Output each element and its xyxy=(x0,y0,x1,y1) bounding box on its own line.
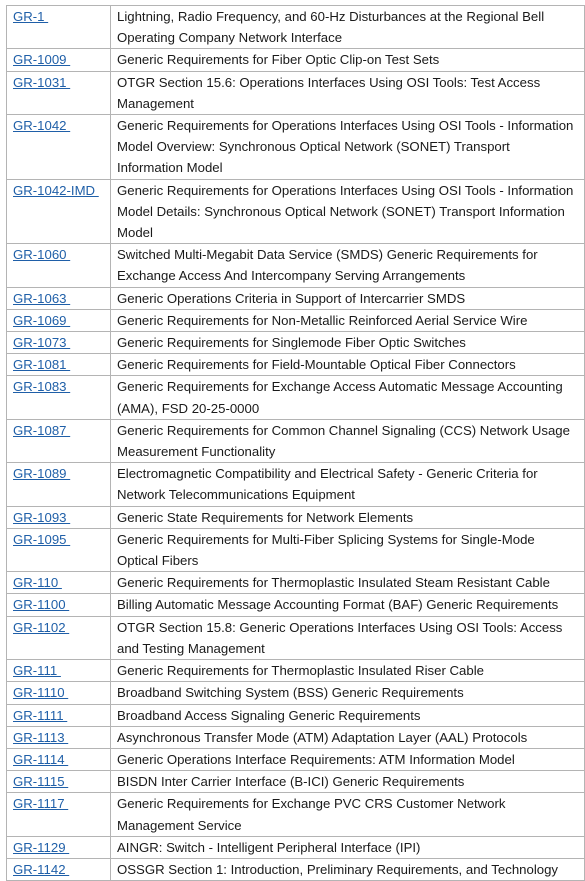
table-row xyxy=(7,726,585,748)
document-title-cell: Generic Requirements for Thermoplastic Insulated Steam Resistant Cable xyxy=(111,572,585,594)
document-title-cell: Generic Requirements for Singlemode Fiber Optic Switches xyxy=(111,332,585,354)
document-code-link[interactable]: GR-1081 xyxy=(13,357,71,373)
document-title-cell: OTGR Section 15.6: Operations Interfaces Using OSI Tools: Test Access Management xyxy=(111,71,585,114)
document-code-cell xyxy=(7,660,111,682)
document-title-cell: Generic State Requirements for Network Elements xyxy=(111,506,585,528)
document-title-cell: Generic Requirements for Thermoplastic Insulated Riser Cable xyxy=(111,660,585,682)
document-title-cell: Generic Requirements for Non-Metallic Reinforced Aerial Service Wire xyxy=(111,309,585,331)
document-code-cell xyxy=(7,376,111,419)
gr-document-table xyxy=(6,5,585,881)
table-row xyxy=(7,836,585,858)
table-row xyxy=(7,287,585,309)
document-title-cell: Electromagnetic Compatibility and Electrical Safety - Generic Criteria for Network Telecommunications Equipment xyxy=(111,463,585,506)
table-row xyxy=(7,682,585,704)
document-code-link[interactable]: GR-1093 xyxy=(13,509,71,525)
document-code-link[interactable]: GR-1060 xyxy=(13,247,71,263)
document-code-cell xyxy=(7,836,111,858)
document-title-cell: Generic Requirements for Operations Interfaces Using OSI Tools - Information Model Details: Synchronous Optical Network (SONET) Transport Information Model xyxy=(111,179,585,244)
document-code-cell xyxy=(7,594,111,616)
document-title-cell: Generic Requirements for Exchange PVC CRS Customer Network Management Service xyxy=(111,793,585,836)
document-title-cell: Generic Requirements for Exchange Access Automatic Message Accounting (AMA), FSD 20-25-0000 xyxy=(111,376,585,419)
table-row xyxy=(7,660,585,682)
document-code-cell xyxy=(7,704,111,726)
document-title-cell: Asynchronous Transfer Mode (ATM) Adaptation Layer (AAL) Protocols xyxy=(111,726,585,748)
table-row xyxy=(7,506,585,528)
document-title-cell: Generic Requirements for Fiber Optic Clip-on Test Sets xyxy=(111,49,585,71)
table-row xyxy=(7,376,585,419)
table-row xyxy=(7,748,585,770)
document-code-cell xyxy=(7,244,111,287)
table-row xyxy=(7,332,585,354)
document-code-link[interactable]: GR-1142 xyxy=(13,861,70,877)
document-title-cell: Generic Requirements for Operations Interfaces Using OSI Tools - Information Model Overview: Synchronous Optical Network (SONET) Transport Information Model xyxy=(111,115,585,180)
document-code-cell xyxy=(7,726,111,748)
gr-table-body xyxy=(7,6,585,881)
document-code-link[interactable]: GR-1087 xyxy=(13,422,71,438)
document-title-cell: Switched Multi-Megabit Data Service (SMDS) Generic Requirements for Exchange Access And Intercompany Serving Arrangements xyxy=(111,244,585,287)
table-row xyxy=(7,858,585,880)
document-title-cell: BISDN Inter Carrier Interface (B-ICI) Generic Requirements xyxy=(111,771,585,793)
table-row xyxy=(7,179,585,244)
document-title-cell: Lightning, Radio Frequency, and 60-Hz Disturbances at the Regional Bell Operating Company Network Interface xyxy=(111,6,585,49)
document-code-cell xyxy=(7,616,111,659)
document-code-cell xyxy=(7,71,111,114)
document-code-link[interactable]: GR-1031 xyxy=(13,74,71,90)
document-code-link[interactable]: GR-1042-IMD xyxy=(13,182,99,198)
document-code-cell xyxy=(7,793,111,836)
table-row xyxy=(7,594,585,616)
table-row xyxy=(7,704,585,726)
document-code-link[interactable]: GR-1073 xyxy=(13,335,71,351)
document-code-cell xyxy=(7,506,111,528)
table-row xyxy=(7,572,585,594)
table-row xyxy=(7,6,585,49)
document-code-cell xyxy=(7,419,111,462)
document-title-cell: AINGR: Switch - Intelligent Peripheral Interface (IPI) xyxy=(111,836,585,858)
document-code-cell xyxy=(7,682,111,704)
document-code-cell xyxy=(7,858,111,880)
document-code-cell xyxy=(7,49,111,71)
document-title-cell: Broadband Switching System (BSS) Generic Requirements xyxy=(111,682,585,704)
document-code-link[interactable]: GR-1042 xyxy=(13,118,71,134)
table-row xyxy=(7,71,585,114)
document-code-link[interactable]: GR-1129 xyxy=(13,839,70,855)
document-title-cell: OTGR Section 15.8: Generic Operations Interfaces Using OSI Tools: Access and Testing Management xyxy=(111,616,585,659)
document-code-cell xyxy=(7,6,111,49)
document-code-cell xyxy=(7,748,111,770)
document-title-cell: Generic Requirements for Multi-Fiber Splicing Systems for Single-Mode Optical Fibers xyxy=(111,528,585,571)
document-title-cell: Generic Requirements for Common Channel Signaling (CCS) Network Usage Measurement Functionality xyxy=(111,419,585,462)
document-title-cell: OSSGR Section 1: Introduction, Preliminary Requirements, and Technology xyxy=(111,858,585,880)
document-code-cell xyxy=(7,287,111,309)
document-code-link[interactable]: GR-1117 xyxy=(13,796,69,812)
table-row xyxy=(7,309,585,331)
table-row xyxy=(7,419,585,462)
table-row xyxy=(7,244,585,287)
document-code-link[interactable]: GR-1102 xyxy=(13,619,70,635)
document-code-link[interactable]: GR-1111 xyxy=(13,707,68,723)
document-title-cell: Generic Operations Criteria in Support of Intercarrier SMDS xyxy=(111,287,585,309)
document-code-cell xyxy=(7,354,111,376)
document-code-cell xyxy=(7,332,111,354)
document-code-cell xyxy=(7,179,111,244)
document-code-link[interactable]: GR-1114 xyxy=(13,751,69,767)
document-code-link[interactable]: GR-1110 xyxy=(13,685,69,701)
table-row xyxy=(7,793,585,836)
document-code-link[interactable]: GR-1069 xyxy=(13,312,71,328)
table-row xyxy=(7,771,585,793)
table-row xyxy=(7,354,585,376)
table-row xyxy=(7,463,585,506)
document-code-link[interactable]: GR-110 xyxy=(13,575,62,591)
document-code-cell xyxy=(7,463,111,506)
document-title-cell: Generic Operations Interface Requirements: ATM Information Model xyxy=(111,748,585,770)
document-code-link[interactable]: GR-1083 xyxy=(13,379,71,395)
table-row xyxy=(7,528,585,571)
document-code-cell xyxy=(7,309,111,331)
document-code-cell xyxy=(7,115,111,180)
document-title-cell: Generic Requirements for Field-Mountable Optical Fiber Connectors xyxy=(111,354,585,376)
document-code-link[interactable]: GR-1 xyxy=(13,9,49,24)
table-row xyxy=(7,49,585,71)
document-code-cell xyxy=(7,528,111,571)
document-code-link[interactable]: GR-1063 xyxy=(13,290,71,306)
document-code-link[interactable]: GR-1100 xyxy=(13,597,70,613)
table-row xyxy=(7,115,585,180)
document-title-cell: Broadband Access Signaling Generic Requirements xyxy=(111,704,585,726)
document-title-cell: Billing Automatic Message Accounting Format (BAF) Generic Requirements xyxy=(111,594,585,616)
document-code-cell xyxy=(7,572,111,594)
table-row xyxy=(7,616,585,659)
document-code-link[interactable]: GR-1089 xyxy=(13,466,71,482)
document-code-cell xyxy=(7,771,111,793)
document-code-link[interactable]: GR-111 xyxy=(13,663,61,679)
document-code-link[interactable]: GR-1009 xyxy=(13,52,71,68)
document-code-link[interactable]: GR-1113 xyxy=(13,729,69,745)
document-code-link[interactable]: GR-1115 xyxy=(13,774,69,790)
document-code-link[interactable]: GR-1095 xyxy=(13,531,71,547)
